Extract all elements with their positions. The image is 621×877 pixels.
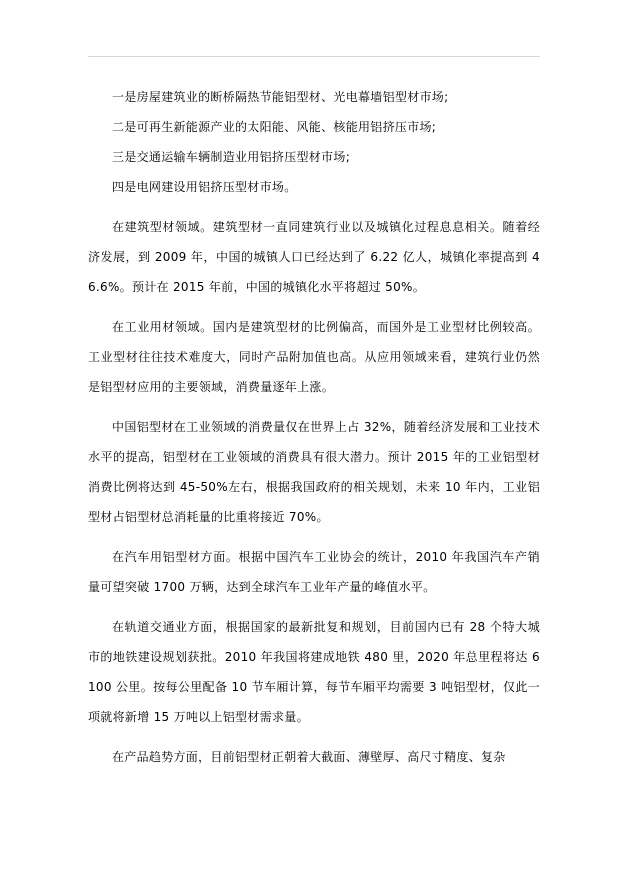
- header-rule: [88, 56, 540, 57]
- paragraph-building-profiles: 在建筑型材领域。建筑型材一直同建筑行业以及城镇化过程息息相关。随着经济发展，到 2009 年，中国的城镇人口已经达到了 6.22 亿人，城镇化率提高到 46.6%。预计在 2015 年前，中国的城镇化水平将超过 50%。: [88, 220, 540, 294]
- paragraph-rail-transit: 在轨道交通业方面，根据国家的最新批复和规划，目前国内已有 28 个特大城市的地铁建设规划获批。2010 年我国将建成地铁 480 里，2020 年总里程将达 6100 公里。按每公里配备 10 节车厢计算，每节车厢平均需要 3 吨铝型材，仅此一项就将新增 15 万吨以上铝型材需求量。: [88, 620, 540, 724]
- paragraph-product-trends: 在产品趋势方面，目前铝型材正朝着大截面、薄壁厚、高尺寸精度、复杂: [112, 750, 506, 764]
- paragraph-automotive: 在汽车用铝型材方面。根据中国汽车工业协会的统计，2010 年我国汽车产销量可望突破 1700 万辆，达到全球汽车工业年产量的峰值水平。: [88, 550, 540, 594]
- list-item-transportation: 三是交通运输车辆制造业用铝挤压型材市场;: [112, 150, 351, 164]
- list-item-building: 一是房屋建筑业的断桥隔热节能铝型材、光电幕墙铝型材市场;: [112, 90, 449, 104]
- list-item-renewable-energy: 二是可再生新能源产业的太阳能、风能、核能用铝挤压市场;: [112, 120, 437, 134]
- document-body: [88, 82, 540, 782]
- paragraph-industrial-consumption: 中国铝型材在工业领域的消费量仅在世界上占 32%，随着经济发展和工业技术水平的提高，铝型材在工业领域的消费具有很大潜力。预计 2015 年的工业铝型材消费比例将达到 45-50%左右，根据我国政府的相关规划，未来 10 年内，工业铝型材占铝型材总消耗量的比重将接近 70%。: [88, 420, 540, 524]
- list-item-power-grid: 四是电网建设用铝挤压型材市场。: [112, 180, 297, 194]
- paragraph-industrial-materials: 在工业用材领域。国内是建筑型材的比例偏高，而国外是工业型材比例较高。工业型材往往技术难度大，同时产品附加值也高。从应用领域来看，建筑行业仍然是铝型材应用的主要领域，消费量逐年上涨。: [88, 320, 540, 394]
